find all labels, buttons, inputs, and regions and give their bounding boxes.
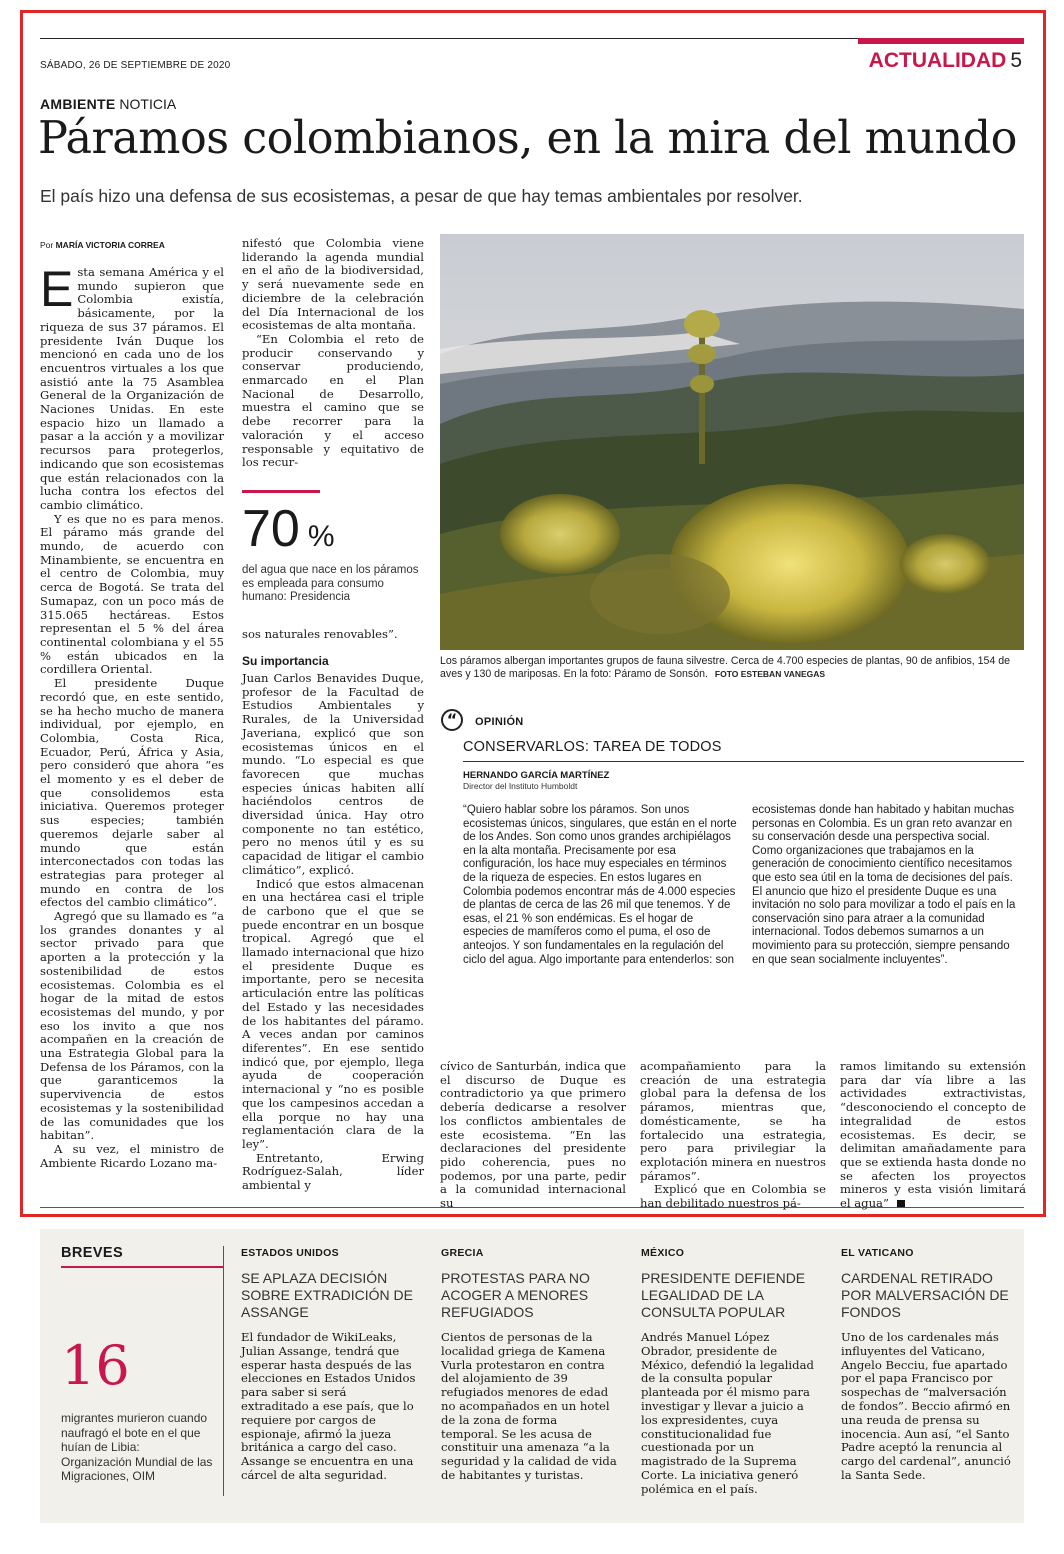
article-column-1 xyxy=(40,261,224,1170)
brief-item xyxy=(241,1247,417,1483)
paragraph: Agregó que su llamado es “a los grandes donantes y al sector privado para que aporten a la protección y la sostenibilidad de estos ecosistemas. Colombia es el hogar de la mitad de estos ecosistemas del mundo, y por eso los invito a que nos acompañen en la creación de una Estrategia Global para la Defensa de los Páramos, con la que garanticemos la supervivencia de estos ecosistemas y la sostenibilidad de las comunidades que los habitan”. xyxy=(40,909,224,1143)
brief-category: ESTADOS UNIDOS xyxy=(241,1247,339,1259)
opinion-author-role: Director del Instituto Humboldt xyxy=(463,781,578,791)
opinion-title: CONSERVARLOS: TAREA DE TODOS xyxy=(463,739,722,755)
brief-title: CARDENAL RETIRADO POR MALVERSACIÓN DE FONDOS xyxy=(841,1270,1009,1320)
breves-stat-number: 16 xyxy=(61,1334,130,1397)
breves-divider xyxy=(223,1246,224,1496)
opinion-author: HERNANDO GARCÍA MARTÍNEZ xyxy=(463,770,610,781)
stat-callout-number xyxy=(242,500,335,566)
paragraph: nifestó que Colombia viene liderando la agenda mundial en el año de la biodiversidad, y será nuevamente sede en diciembre de la celebración del Día Internacional de los ecosistemas de alta montaña. xyxy=(242,236,424,333)
opinion-label: OPINIÓN xyxy=(475,716,524,728)
paragraph-text: sta semana América y el mundo supieron que Colombia existía, básicamente, por la riqueza de sus 37 páramos. El presidente Iván Duque los mencionó en cada uno de los encuentros virtuales a los que asistió ante la 75 Asamblea General de la Organización de Naciones Unidas. En este espacio hizo un llamado a pasar a la acción y a movilizar recursos para protegerlos, indicando que son ecosistemas que están relacionados con la lucha contra los efectos del cambio climático. xyxy=(40,265,224,512)
drop-cap: E xyxy=(40,261,74,317)
breves-label: BREVES xyxy=(61,1245,124,1261)
brief-body: Andrés Manuel López Obrador, presidente de México, defendió la legalidad de la consulta popular planteada por él mismo para investigar y llevar a juicio a los expresidentes, cuya constitucionalidad fue cuestionada por un magistrado de la Suprema Corte. La iniciativa generó polémica en el país. xyxy=(641,1330,814,1496)
paragraph: A su vez, el ministro de Ambiente Ricardo Lozano ma- xyxy=(40,1142,224,1170)
brief-body: Cientos de personas de la localidad griega de Kamena Vurla protestaron en contra del alojamiento de 39 refugiados menores de edad no acompañados en un hotel de la zona de forma temporal. Se les acusa de constituir una amenaza “a la seguridad y la calidad de vida de habitantes y turistas. xyxy=(441,1330,617,1482)
section-accent-bar xyxy=(858,38,1024,44)
brief-title: PRESIDENTE DEFIENDE LEGALIDAD DE LA CONSULTA POPULAR xyxy=(641,1270,806,1320)
opinion-rule xyxy=(463,761,1024,762)
article-bottom-column-3 xyxy=(840,1060,1026,1211)
breves-stat-text: migrantes murieron cuando naufragó el bote en el que huían de Libia: Organización Mundial de las Migraciones, OIM xyxy=(61,1411,213,1483)
paragraph-text: ramos limitando su extensión para dar vía libre a las actividades extractivistas, “desconociendo el concepto de integralidad de estos ecosistemas. Es decir, se delimitan amañadamente para que se extienda hasta donde no se afecten los proyectos mineros y esta visión limitará el agua” xyxy=(840,1059,1026,1211)
brief-category: EL VATICANO xyxy=(841,1247,914,1259)
brief-body: Uno de los cardenales más influyentes del Vaticano, Angelo Becciu, fue apartado por el papa Francisco por sospechas de “malversación de fondos”. Beccio afirmó en una reuda de prensa su inocencia. Aun así, “el Santo Padre aceptó la renuncia al cargo del cardenal”, anunció la Santa Sede. xyxy=(841,1330,1011,1482)
issue-date: SÁBADO, 26 DE SEPTIEMBRE DE 2020 xyxy=(40,60,231,71)
kicker-topic: AMBIENTE xyxy=(40,96,116,112)
article-bottom-column-2 xyxy=(640,1060,826,1211)
byline-author: MARÍA VICTORIA CORREA xyxy=(55,240,165,250)
article-photo xyxy=(440,234,1024,650)
page-number: 5 xyxy=(1010,49,1022,72)
brief-category: MÉXICO xyxy=(641,1247,685,1259)
caption-text: Los páramos albergan importantes grupos de fauna silvestre. Cerca de 4.700 especies de plantas, 90 de anfibios, 154 de aves y 130 de mariposas. En la foto: Páramo de Sonsón. xyxy=(440,655,1011,680)
brief-item xyxy=(441,1247,617,1483)
paragraph: Indicó que estos almacenan en una hectárea casi el triple de carbono que el que se puede encontrar en un bosque tropical. Agregó que el llamado internacional que hizo el presidente Duque es importante, pero se necesita articulación entre las políticas del Estado y las necesidades de los habitantes del páramo. A veces andan por caminos diferentes”. En ese sentido indicó que, por ejemplo, llega ayuda de cooperación internacional y “no es posible que los campesinos accedan a ella porque no hay una reglamentación clara de la ley”. xyxy=(242,876,424,1151)
byline-prefix: Por xyxy=(40,240,56,250)
stat-accent-bar xyxy=(242,490,320,493)
paramo-landscape-image xyxy=(440,234,1024,650)
photo-caption xyxy=(440,655,1030,681)
section-name: ACTUALIDAD xyxy=(868,49,1007,72)
brief-title: SE APLAZA DECISIÓN SOBRE EXTRADICIÓN DE ASSANGE xyxy=(241,1270,413,1320)
paragraph: sos naturales renovables”. xyxy=(242,627,398,641)
paragraph: Y es que no es para menos. El páramo más grande del mundo, de acuerdo con Minambiente, se encuentra en el centro de Colombia, muy cerca de Bogotá. Se trata del Sumapaz, con un poco más de 315.065 hectáreas. Estos representan el 5 % del área continental colombiana y el 55 % están ubicados en la cordillera Oriental. xyxy=(40,511,224,677)
paragraph: Como organizaciones que trabajamos en la generación de conocimiento científico necesitamos que esto sea útil en la toma de decisiones del país. El anuncio que hizo el presidente Duque es una invitación no solo para movilizar a todo el país en la conservación sino para atraer a la comunidad internacional. Todos debemos sumarnos a un movimiento para su protección, siempre pensando en que sean socialmente incluyentes”. xyxy=(752,844,1016,966)
paragraph: cívico de Santurbán, indica que el discurso de Duque es contradictorio ya que primero debería dedicarse a resolver los conflictos ambientales de este ecosistema. “En las declaraciones del presidente pido coherencia, pues no podemos, por una parte, pedir a la comunidad internacional su xyxy=(440,1059,626,1211)
breves-accent-rule xyxy=(61,1266,223,1268)
stat-callout-text: del agua que nace en los páramos es empleada para consumo humano: Presidencia xyxy=(242,564,419,603)
brief-item xyxy=(641,1247,817,1497)
paragraph: Entretanto, Erwing Rodríguez-Salah, líder ambiental y xyxy=(242,1150,424,1193)
article-column-2-bottom xyxy=(242,672,424,1193)
opinion-column-1: “Quiero hablar sobre los páramos. Son unos ecosistemas únicos, singulares, que están en el norte de los Andes. Son como unos grandes archipiélagos en la alta montaña. Precisamente por esa configuración, los hace muy especiales en términos de la riqueza de especies. En estos lugares en Colombia podemos encontrar más de 4.000 especies de plantas de cerca de las 26 mil que tenemos. Y de esas, el 21 % son endémicas. Es el hogar de especies de mamíferos como el puma, el oso de anteojos. Y son fundamentales en la regulación del ciclo del agua. Algo importante para entenderlos: son xyxy=(463,804,737,966)
stat-value: 70 xyxy=(242,500,300,558)
quote-icon: “ xyxy=(441,709,463,731)
brief-body: El fundador de WikiLeaks, Julian Assange, tendrá que esperar hasta después de las elecciones en Estados Unidos para saber si será extraditado a ese país, que lo requiere por cargos de espionaje, afirmó la jueza británica a cargo del caso. Assange se encuentra en una cárcel de alta seguridad. xyxy=(241,1330,416,1482)
stat-unit: % xyxy=(307,520,335,553)
article-deck: El país hizo una defensa de sus ecosistemas, a pesar de que hay temas ambientales por resolver. xyxy=(40,186,803,206)
footer-rule xyxy=(40,1207,1024,1208)
paragraph: “En Colombia el reto de producir conservando y conservar produciendo, enmarcado en el Plan Nacional de Desarrollo, muestra el camino que se debe recorrer para la valoración y el acceso responsable y equitativo de los recur- xyxy=(242,331,424,470)
kicker-type: NOTICIA xyxy=(115,96,177,112)
subheading: Su importancia xyxy=(242,654,329,668)
photo-credit: FOTO ESTEBAN VANEGAS xyxy=(714,669,826,679)
paragraph: Juan Carlos Benavides Duque, profesor de la Facultad de Estudios Ambientales y Rurales, de la Universidad Javeriana, explicó que son ecosistemas únicos en el mundo. “Lo especial es que favorecen que muchas especies únicas habiten allí haciéndolos centros de diversidad única. Hay otro componente no tan estético, pero no menos útil y es su capacidad de litigar el cambio climático”, explicó. xyxy=(242,671,424,877)
article-headline: Páramos colombianos, en la mira del mundo xyxy=(38,113,1017,164)
brief-title: PROTESTAS PARA NO ACOGER A MENORES REFUGIADOS xyxy=(441,1270,590,1320)
paragraph: ecosistemas donde han habitado y habitan muchas personas en Colombia. Es un gran reto avanzar en su conservación desde una perspectiva social. xyxy=(752,804,1015,844)
brief-item xyxy=(841,1247,1017,1483)
paragraph xyxy=(40,261,224,513)
brief-category: GRECIA xyxy=(441,1247,484,1259)
article-bottom-column-1 xyxy=(440,1060,626,1211)
paragraph xyxy=(840,1060,1026,1211)
section-label xyxy=(869,49,1022,73)
paragraph: Explicó que en Colombia se han debilitado nuestros pá- xyxy=(640,1182,826,1211)
article-kicker xyxy=(40,96,176,112)
article-column-2-mid xyxy=(242,628,424,642)
byline xyxy=(40,240,165,250)
opinion-column-2 xyxy=(752,804,1024,967)
paragraph: acompañamiento para la creación de una estrategia global para la defensa de los páramos, mientras que, domésticamente, se ha fortalecido una estrategia, pero para privilegiar la explotación minera en nuestros páramos”. xyxy=(640,1059,826,1183)
paragraph: El presidente Duque recordó que, en este sentido, se ha hecho mucho de manera individual, por ejemplo, en Colombia, Costa Rica, Ecuador, Perú, África y Asia, pero consideró que ahora “es el momento y es el deber de que consolidemos esta iniciativa. Queremos proteger sus especies; también queremos dejarle saber al mundo que están interconectados con todas las estrategias para proteger al mundo en contra de los efectos del cambio climático”. xyxy=(40,676,224,910)
article-column-2-top xyxy=(242,237,424,470)
